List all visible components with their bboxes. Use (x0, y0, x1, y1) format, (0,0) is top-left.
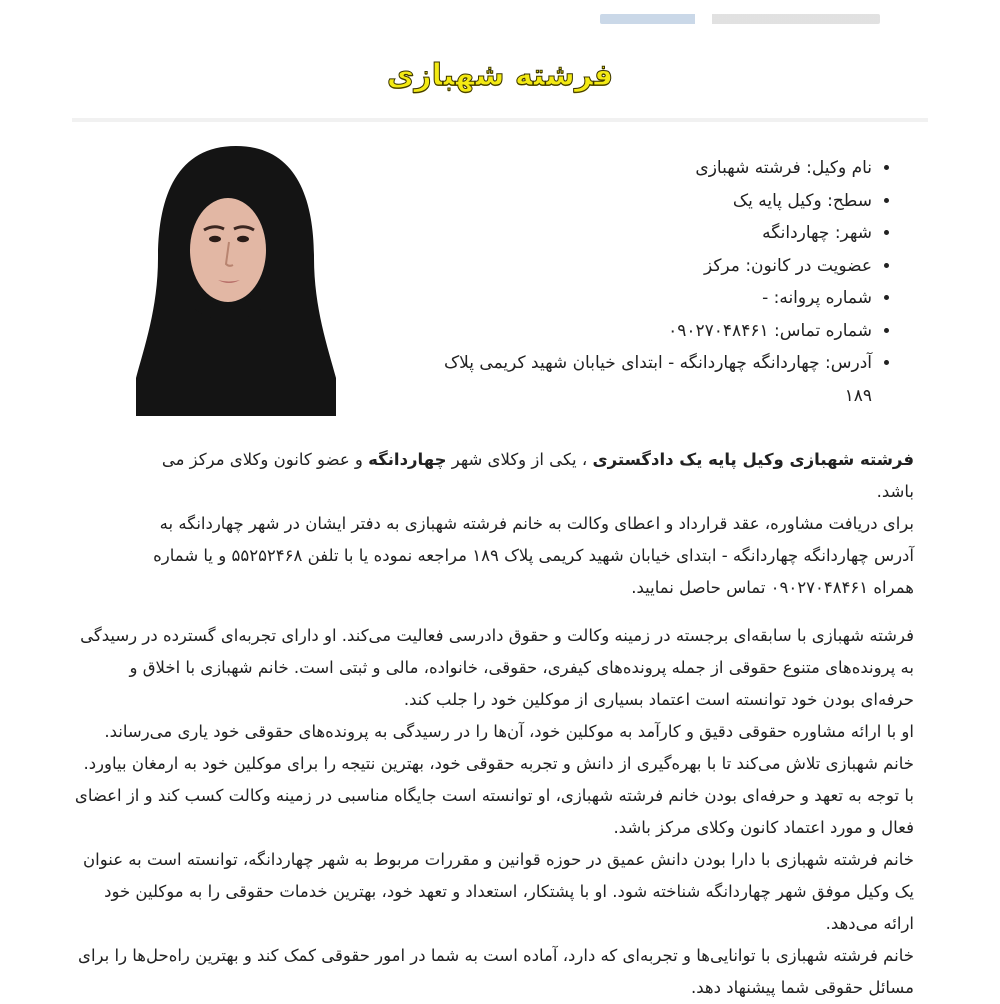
page-title: فرشته شهبازی (386, 58, 614, 93)
info-city-value: چهاردانگه (762, 223, 830, 243)
breadcrumb[interactable] (600, 14, 880, 24)
info-membership (432, 250, 872, 283)
body-paragraph-4: خانم فرشته شهبازی با دارا بودن دانش عمیق در حوزه قوانین و مقررات مربوط به شهر چهاردانگه، توانسته است به عنوان یک وکیل موفق شهر چهاردانگه شناخته شود. او با پشتکار، استعداد و تعهد خود، بهترین خدمات حقوقی را به موکلین خود ارائه می‌دهد. (83, 850, 914, 933)
info-address-value: چهاردانگه چهاردانگه - ابتدای خیابان شهید کریمی پلاک ۱۸۹ (443, 353, 872, 406)
top-breadcrumb-strip (0, 0, 1000, 36)
paragraph-gap (72, 604, 914, 620)
intro-part1: ، یکی از وکلای شهر (451, 450, 588, 469)
info-name-label: نام وکیل: (806, 158, 872, 178)
intro-paragraph (134, 444, 914, 604)
info-city-label: شهر: (834, 223, 872, 243)
info-address (432, 347, 872, 412)
info-membership-label: عضویت در کانون: (745, 255, 872, 276)
title-divider (72, 118, 928, 122)
info-name (432, 152, 872, 185)
lawyer-description (72, 444, 914, 1004)
info-level-label: سطح: (827, 190, 872, 211)
info-phone-label: شماره تماس: (774, 320, 872, 341)
intro-part3: برای دریافت مشاوره، عقد قرارداد و اعطای وکالت به خانم فرشته شهبازی به دفتر ایشان در شهر چهاردانگه به آدرس چهاردانگه چهاردانگه - ابتدای خیابان شهید کریمی پلاک ۱۸۹ مراجعه نموده یا با تلفن ۵۵۲۵۲۴۶۸ و یا شماره همراه ۰۹۰۲۷۰۴۸۴۶۱ تماس حاصل نمایید. (153, 514, 914, 597)
body-paragraph-3: با توجه به تعهد و حرفه‌ای بودن خانم فرشته شهبازی، او توانسته است جایگاه مناسبی در زمینه وکالت کسب کند و از اعضای فعال و مورد اعتماد کانون وکلای مرکز باشد. (74, 786, 914, 837)
intro-part2: و عضو کانون وکلای مرکز می باشد. (161, 450, 914, 501)
info-license (432, 282, 872, 315)
info-address-label: آدرس: (825, 353, 872, 373)
lawyer-photo (136, 138, 336, 416)
info-phone-value: ۰۹۰۲۷۰۴۸۴۶۱ (668, 320, 769, 341)
info-level (432, 185, 872, 218)
body-paragraph-5: خانم فرشته شهبازی با توانایی‌ها و تجربه‌ای که دارد، آماده است به شما در امور حقوقی کمک کند و بهترین راه‌حل‌ها را برای مسائل حقوقی شما پیشنهاد دهد. (78, 946, 914, 997)
intro-bold-city: چهاردانگه (368, 450, 447, 469)
info-name-value: فرشته شهبازی (695, 158, 801, 178)
info-phone (432, 315, 872, 348)
lawyer-info-list (432, 152, 892, 412)
intro-bold-name: فرشته شهبازی وکیل پایه یک دادگستری (592, 450, 914, 469)
info-license-value: - (762, 288, 769, 308)
info-membership-value: مرکز (703, 255, 740, 276)
info-license-label: شماره پروانه: (773, 288, 872, 308)
info-level-value: وکیل پایه یک (732, 190, 822, 211)
body-paragraph-1: فرشته شهبازی با سابقه‌ای برجسته در زمینه وکالت و حقوق دادرسی فعالیت می‌کند. او دارای تجربه‌ای گسترده در رسیدگی به پرونده‌های متنوع حقوقی از جمله پرونده‌های کیفری، حقوقی، خانواده، مالی و ثبتی است. خانم شهبازی با اخلاق و حرفه‌ای بودن خود توانسته است اعتماد بسیاری از موکلین خود را جلب کند. (80, 626, 914, 709)
info-city (432, 217, 872, 250)
body-paragraph-2: او با ارائه مشاوره حقوقی دقیق و کارآمد به موکلین خود، آن‌ها را در رسیدگی به پرونده‌های حقوقی خود یاری می‌رساند. خانم شهبازی تلاش می‌کند تا با بهره‌گیری از دانش و تجربه حقوقی خود، بهترین نتیجه را برای موکلین خود به ارمغان بیاورد. (83, 722, 914, 773)
